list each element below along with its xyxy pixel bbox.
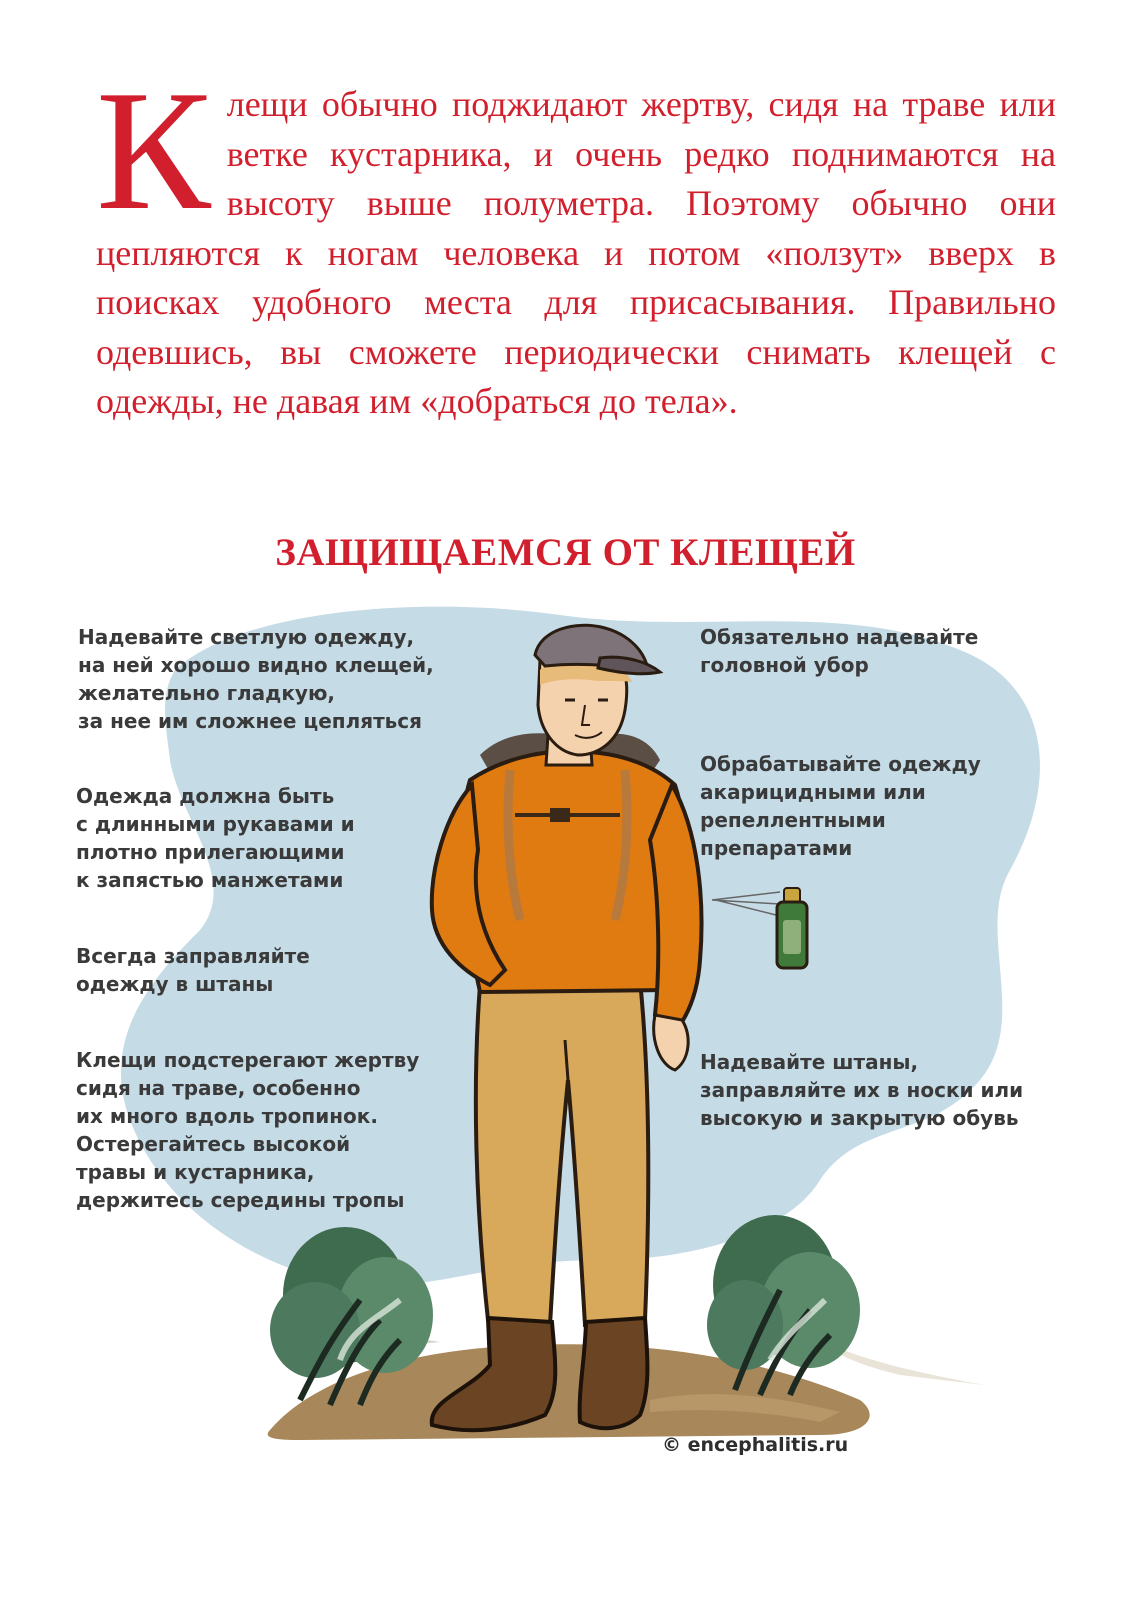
tip-pants-socks: Надевайте штаны, заправляйте их в носки или высокую и закрытую обувь <box>700 1050 1024 1130</box>
tip-light-clothing: Надевайте светлую одежду, на ней хорошо видно клещей, желательно гладкую, за нее им сложнее цепляться <box>78 625 434 733</box>
tip-tuck-in: Всегда заправляйте одежду в штаны <box>76 944 310 996</box>
intro-text: лещи обычно поджидают жертву, сидя на траве или ветке кустарника, и очень редко поднимаются на высоту выше полуметра. Поэтому обычно они цепляются к ногам человека и потом «ползут» вверх в поисках удобного места для присасывания. Правильно одевшись, вы сможете периодически снимать клещей с одежды, не давая им «добраться до тела». <box>96 84 1056 421</box>
tip-long-sleeves: Одежда должна быть с длинными рукавами и плотно прилегающими к запястью манжетами <box>76 784 355 892</box>
tip-path-middle: Клещи подстерегают жертву сидя на траве, особенно их много вдоль тропинок. Остерегайтесь высокой травы и кустарника, держитесь середины тропы <box>76 1048 420 1212</box>
tip-repellent: Обрабатывайте одежду акарицидными или репеллентными препаратами <box>700 752 981 860</box>
copyright-credit: © encephalitis.ru <box>662 1434 849 1456</box>
drop-cap-letter: К <box>96 56 211 246</box>
intro-paragraph <box>96 56 1056 427</box>
section-headline: ЗАЩИЩАЕМСЯ ОТ КЛЕЩЕЙ <box>275 531 856 574</box>
tip-headwear: Обязательно надевайте головной убор <box>700 625 979 677</box>
